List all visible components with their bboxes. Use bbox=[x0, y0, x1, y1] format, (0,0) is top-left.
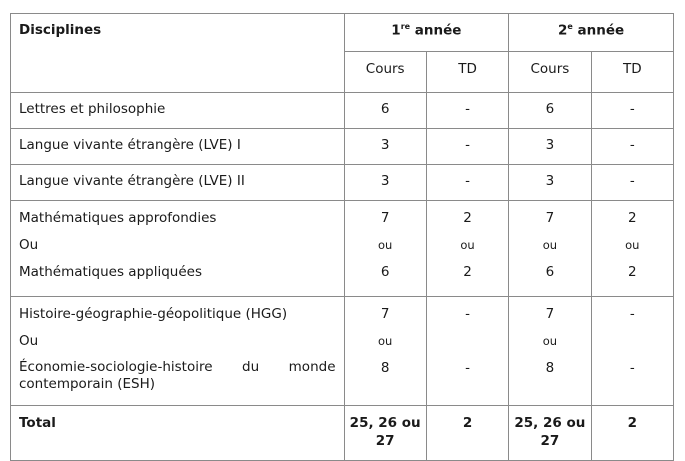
year1-header bbox=[344, 14, 509, 52]
year2-word: année bbox=[572, 22, 625, 39]
y2-td-cell: - bbox=[591, 165, 673, 201]
hgg-or: Ou bbox=[19, 333, 39, 349]
or-value: ou bbox=[542, 238, 558, 252]
esh-word: monde bbox=[288, 359, 336, 375]
y1-cours-header: Cours bbox=[344, 51, 426, 92]
hours-table bbox=[10, 13, 674, 461]
value: - bbox=[629, 360, 635, 376]
y2-cours-cell: 3 bbox=[509, 165, 591, 201]
value: 2 bbox=[627, 264, 637, 280]
or-value: ou bbox=[625, 238, 640, 252]
discipline-cell: Langue vivante étrangère (LVE) II bbox=[11, 165, 345, 201]
discipline-cell bbox=[11, 201, 345, 297]
or-value: ou bbox=[378, 238, 393, 252]
y1-td-cell: - bbox=[426, 93, 508, 129]
y2-td-cell: - bbox=[591, 93, 673, 129]
or-value: ou bbox=[542, 334, 558, 348]
or-value: ou bbox=[378, 334, 393, 348]
value: 6 bbox=[380, 264, 390, 280]
maths-option-b: Mathématiques appliquées bbox=[19, 264, 202, 280]
year2-number: 2 bbox=[558, 22, 568, 39]
value: 2 bbox=[627, 210, 637, 226]
total-line1: 25, 26 ou bbox=[349, 415, 421, 431]
y1-td-cell: - bbox=[426, 165, 508, 201]
year1-sup: re bbox=[400, 22, 411, 31]
y1-cours-cell: 3 bbox=[344, 165, 426, 201]
discipline-cell bbox=[11, 297, 345, 406]
spacer bbox=[592, 332, 673, 359]
discipline-cell: Lettres et philosophie bbox=[11, 93, 345, 129]
esh-word: Économie-sociologie-histoire bbox=[19, 359, 213, 375]
y1-cours-cell bbox=[344, 297, 426, 406]
y1-cours-total bbox=[344, 406, 426, 461]
value: - bbox=[465, 306, 470, 322]
spacer bbox=[427, 332, 508, 359]
or-value: ou bbox=[460, 238, 475, 252]
value: 6 bbox=[545, 264, 555, 280]
y2-td-header: TD bbox=[591, 51, 673, 92]
total-row bbox=[11, 406, 674, 461]
y1-cours-cell: 6 bbox=[344, 93, 426, 129]
y1-td-cell bbox=[426, 201, 508, 297]
total-line2: 27 bbox=[375, 433, 395, 449]
y1-cours-cell: 3 bbox=[344, 129, 426, 165]
value: 2 bbox=[463, 264, 472, 280]
table-row bbox=[11, 93, 674, 129]
year1-number: 1 bbox=[391, 22, 401, 39]
y2-td-cell: - bbox=[591, 129, 673, 165]
year1-word: année bbox=[410, 22, 462, 39]
table-row bbox=[11, 129, 674, 165]
value: 8 bbox=[380, 360, 390, 376]
y1-td-header: TD bbox=[426, 51, 508, 92]
value: 7 bbox=[380, 210, 390, 226]
hgg-option-b bbox=[19, 359, 336, 399]
header-row-years bbox=[11, 14, 674, 52]
y2-cours-cell bbox=[509, 201, 591, 297]
table-row bbox=[11, 165, 674, 201]
table-row-hgg bbox=[11, 297, 674, 406]
y1-cours-cell bbox=[344, 201, 426, 297]
value: 2 bbox=[463, 210, 472, 226]
total-label: Total bbox=[11, 406, 345, 461]
maths-or: Ou bbox=[19, 237, 39, 253]
total-line2: 27 bbox=[540, 433, 560, 449]
value: 7 bbox=[545, 210, 555, 226]
discipline-cell: Langue vivante étrangère (LVE) I bbox=[11, 129, 345, 165]
esh-line2: contemporain (ESH) bbox=[19, 376, 156, 392]
value: - bbox=[465, 360, 470, 376]
maths-option-a: Mathématiques approfondies bbox=[19, 210, 217, 226]
year2-sup: e bbox=[567, 22, 573, 31]
disciplines-header: Disciplines bbox=[11, 14, 345, 93]
y2-cours-header: Cours bbox=[509, 51, 591, 92]
y2-cours-cell bbox=[509, 297, 591, 406]
esh-word: du bbox=[242, 359, 260, 375]
hgg-option-a: Histoire-géographie-géopolitique (HGG) bbox=[19, 306, 288, 322]
value: 8 bbox=[545, 360, 555, 376]
value: 7 bbox=[380, 306, 390, 322]
y2-td-cell bbox=[591, 201, 673, 297]
value: - bbox=[629, 306, 635, 322]
value: 7 bbox=[545, 306, 555, 322]
table-row-maths bbox=[11, 201, 674, 297]
y1-td-cell: - bbox=[426, 129, 508, 165]
y2-cours-total bbox=[509, 406, 591, 461]
y2-td-cell bbox=[591, 297, 673, 406]
y2-cours-cell: 6 bbox=[509, 93, 591, 129]
y2-td-total: 2 bbox=[591, 406, 673, 461]
y2-cours-cell: 3 bbox=[509, 129, 591, 165]
y1-td-total: 2 bbox=[426, 406, 508, 461]
total-line1: 25, 26 ou bbox=[514, 415, 586, 431]
y1-td-cell bbox=[426, 297, 508, 406]
year2-header bbox=[509, 14, 674, 52]
